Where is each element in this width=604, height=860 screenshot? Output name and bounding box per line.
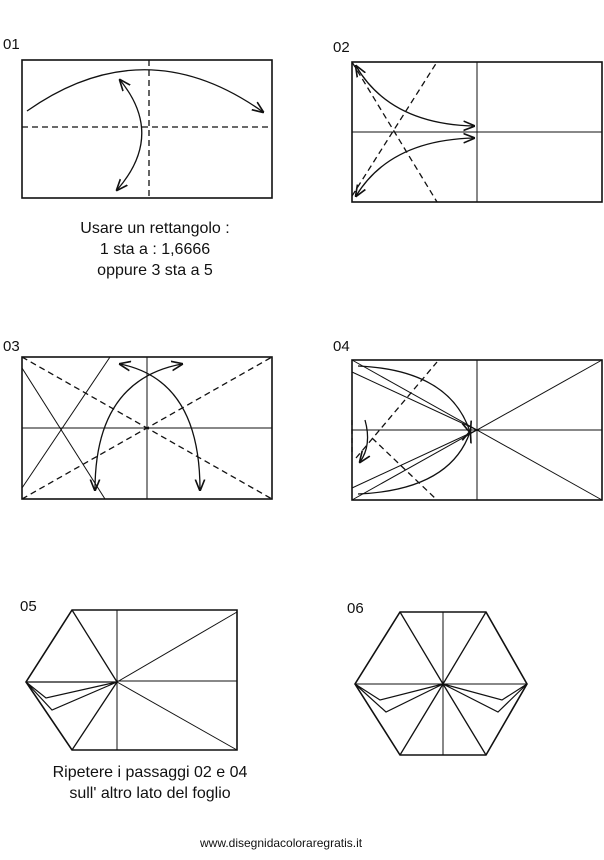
crease-diagonal-1 bbox=[22, 368, 105, 499]
crease-diagonal-2 bbox=[22, 357, 110, 488]
crease-short-1 bbox=[352, 372, 477, 430]
step-number-06: 06 bbox=[347, 600, 364, 617]
fold-arrow-right bbox=[120, 364, 200, 490]
fold-arrow-vertical bbox=[117, 80, 142, 190]
fold-arrow-top bbox=[358, 366, 470, 432]
diagram-step-02 bbox=[352, 62, 602, 202]
pocket-fold-left bbox=[355, 684, 443, 712]
diagram-step-05 bbox=[26, 610, 237, 750]
step-number-01: 01 bbox=[3, 36, 20, 53]
crease-top-left bbox=[400, 612, 443, 684]
step-number-03: 03 bbox=[3, 338, 20, 355]
note-line-2: 1 sta a : 1,6666 bbox=[99, 241, 211, 258]
note-line-1: Usare un rettangolo : bbox=[80, 220, 230, 237]
diagram-step-03 bbox=[22, 357, 272, 499]
crease-diagonal-1 bbox=[117, 612, 237, 682]
footer-site-url: www.disegnidacoloraregratis.it bbox=[200, 836, 363, 850]
crease-short-2 bbox=[352, 430, 477, 488]
crease-diagonal-2 bbox=[117, 682, 237, 750]
valley-fold-left-up bbox=[356, 362, 437, 458]
diagram-step-01 bbox=[22, 60, 272, 198]
step-number-05: 05 bbox=[20, 598, 37, 615]
diagram-step-06 bbox=[355, 612, 527, 755]
pocket-fold bbox=[26, 682, 117, 710]
fold-arrow-left bbox=[95, 364, 182, 490]
pocket-fold-right bbox=[443, 684, 527, 712]
step-number-02: 02 bbox=[333, 39, 350, 56]
note-line-1: Ripetere i passaggi 02 e 04 bbox=[52, 764, 248, 781]
note-line-2: sull' altro lato del foglio bbox=[69, 785, 231, 802]
crease-top-right bbox=[443, 612, 486, 684]
diagram-step-04 bbox=[352, 360, 602, 500]
step-number-04: 04 bbox=[333, 338, 350, 355]
note-line-3: oppure 3 sta a 5 bbox=[97, 262, 213, 279]
paper-rect bbox=[22, 60, 272, 198]
fold-arrow-small bbox=[360, 420, 368, 462]
valley-fold-left-down bbox=[372, 438, 437, 500]
fold-arrow-horizontal bbox=[27, 70, 263, 112]
fold-arrow-top bbox=[356, 66, 474, 126]
edge-top-left bbox=[72, 610, 117, 682]
